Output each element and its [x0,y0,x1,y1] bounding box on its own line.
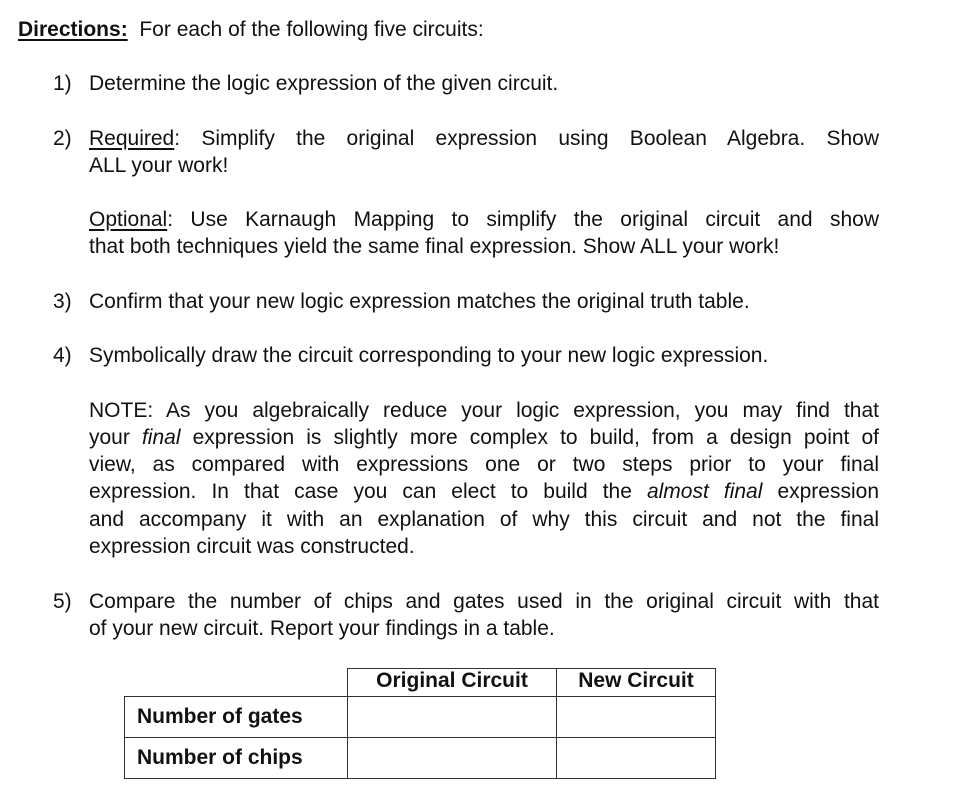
item-number: 1) [53,72,72,95]
row-label-chips: Number of chips [125,738,348,779]
item-text: Confirm that your new logic expression matches the original truth table. [89,290,750,313]
cell-gates-new [557,697,716,738]
final-emphasis: final [141,426,181,449]
item-text: Compare the number of chips and gates used in the original circuit with that [89,590,879,613]
item-text: Required: Simplify the original expression using Boolean Algebra. Show [89,127,879,150]
table-header-row [125,669,716,697]
cell-chips-original [348,738,557,779]
optional-text: that both techniques yield the same final expression. Show ALL your work! [89,235,780,258]
item-number: 3) [53,290,72,313]
item-number: 4) [53,344,72,367]
table-header-original: Original Circuit [348,669,557,697]
directions-line [18,18,484,42]
comparison-table [124,668,716,779]
table-header-new: New Circuit [557,669,716,697]
optional-text: Optional: Use Karnaugh Mapping to simplify the original circuit and show [89,208,879,231]
required-label: Required [89,127,175,150]
directions-label: Directions: [18,18,128,41]
optional-label: Optional [89,208,168,231]
cell-gates-original [348,697,557,738]
item-text: Symbolically draw the circuit corresponding to your new logic expression. [89,344,769,367]
item-text: of your new circuit. Report your findings in a table. [89,617,555,640]
table-row [125,738,716,779]
cell-chips-new [557,738,716,779]
item-text: ALL your work! [89,154,229,177]
directions-text: For each of the following five circuits: [139,18,484,41]
item-text: Determine the logic expression of the given circuit. [89,72,559,95]
table-header-blank [125,669,348,697]
item-number: 2) [53,127,72,150]
table-row [125,697,716,738]
almost-final-emphasis: almost final [646,480,763,503]
row-label-gates: Number of gates [125,697,348,738]
item-number: 5) [53,590,72,613]
